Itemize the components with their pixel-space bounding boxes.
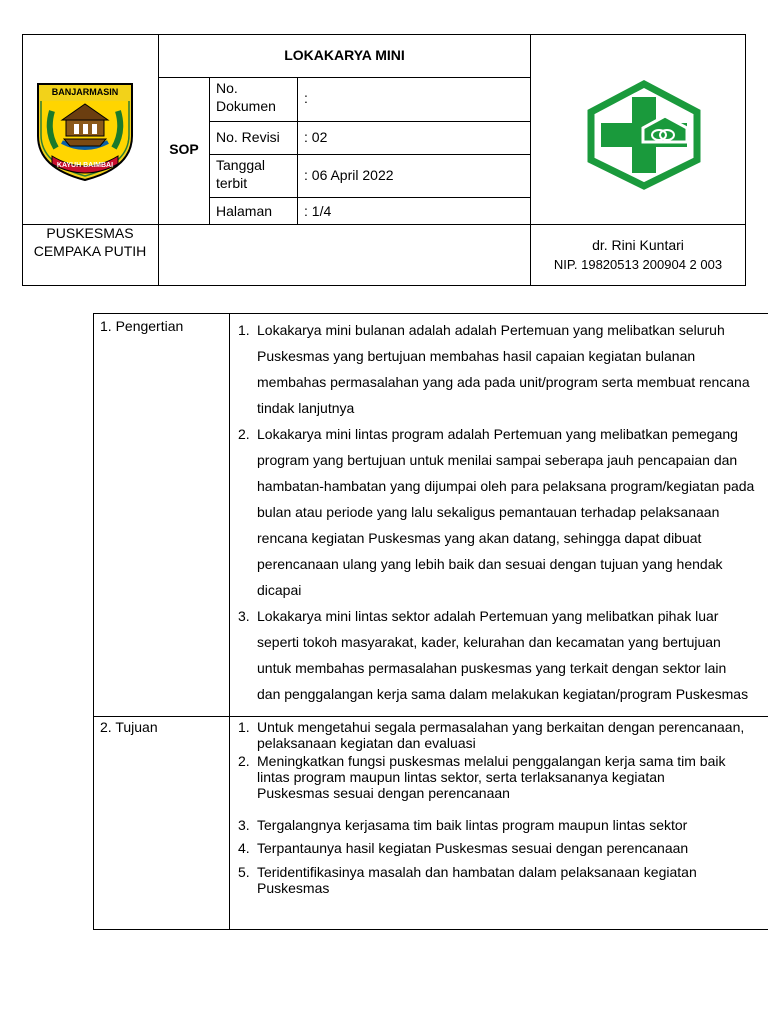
text-line: membahas permasalahan yang ada pada unit/program serta membuat rencana xyxy=(257,374,750,390)
signer-name: dr. Rini Kuntari xyxy=(592,237,684,253)
item-number: 1. xyxy=(238,719,250,735)
item-number: 2. xyxy=(238,753,250,769)
item-number: 4. xyxy=(238,840,250,856)
text-line: dan penggalangan kerja sama dalam melakukan kegiatan/program Puskesmas xyxy=(257,686,749,702)
text-line: dicapai xyxy=(257,582,302,598)
text-line: Terpantaunya hasil kegiatan Puskesmas sesuai dengan perencanaan xyxy=(257,840,689,856)
institution-name: PUSKESMAS CEMPAKA PUTIH xyxy=(33,225,147,259)
puskesmas-logo xyxy=(585,80,703,190)
text-line: bulan atau periode yang lalu sekaligus pemantauan terhadap pelaksanaan xyxy=(257,504,720,520)
emblem-top-text: BANJARMASIN xyxy=(51,87,119,97)
issue-date-label: Tanggal terbit xyxy=(216,157,266,191)
text-line: pelaksanaan kegiatan dan evaluasi xyxy=(257,735,476,751)
signer-nip: NIP. 19820513 200904 2 003 xyxy=(553,257,723,272)
page-label: Halaman xyxy=(216,203,273,219)
text-line: seperti tokoh masyarakat, kader, kelurahan dan kecamatan yang bertujuan xyxy=(257,634,721,650)
text-line: lintas program maupun lintas sektor, serta terlaksananya kegiatan xyxy=(257,769,665,785)
doc-number-label: No. Dokumen xyxy=(216,80,276,114)
issue-date-value: : 06 April 2022 xyxy=(304,167,394,183)
text-line: Puskesmas yang bertujuan membahas hasil capaian kegiatan bulanan xyxy=(257,348,696,364)
document-title: LOKAKARYA MINI xyxy=(284,47,405,63)
revision-label: No. Revisi xyxy=(216,129,280,145)
text-line: tindak lanjutnya xyxy=(257,400,355,416)
text-line: Teridentifikasinya masalah dan hambatan dalam pelaksanaan kegiatan xyxy=(257,864,697,880)
item-number: 2. xyxy=(238,426,250,442)
text-line: Puskesmas xyxy=(257,880,330,896)
text-line: perencanaan ulang yang lebih baik dan sesuai dengan tujuan yang hendak xyxy=(257,556,723,572)
text-line: Lokakarya mini lintas sektor adalah Pertemuan yang melibatkan pihak luar xyxy=(257,608,719,624)
item-number: 3. xyxy=(238,608,250,624)
page-value: : 1/4 xyxy=(304,203,332,219)
section-label-pengertian: 1. Pengertian xyxy=(100,318,184,334)
text-line: Lokakarya mini bulanan adalah adalah Pertemuan yang melibatkan seluruh xyxy=(257,322,725,338)
item-number: 3. xyxy=(238,817,250,833)
text-line: Lokakarya mini lintas program adalah Pertemuan yang melibatkan pemegang xyxy=(257,426,738,442)
section-label-tujuan: 2. Tujuan xyxy=(100,719,158,735)
item-number: 5. xyxy=(238,864,250,880)
emblem-bottom-text: KAYUH BAIMBAI xyxy=(56,162,114,169)
text-line: Puskesmas sesuai dengan perencanaan xyxy=(257,785,510,801)
text-line: hambatan-hambatan yang dijumpai oleh para pelaksana program/kegiatan pada xyxy=(257,478,755,494)
text-line: Untuk mengetahui segala permasalahan yang berkaitan dengan perencanaan, xyxy=(257,719,745,735)
text-line: untuk membahas permasalahan puskesmas yang terkait dengan sektor lain xyxy=(257,660,727,676)
content-clip xyxy=(230,313,768,930)
sop-label: SOP xyxy=(169,141,199,157)
doc-number-value: : xyxy=(304,90,308,106)
text-line: rencana kegiatan Puskesmas yang akan datang, sehingga dapat dibuat xyxy=(257,530,702,546)
text-line: program yang bertujuan untuk menilai sampai seberapa jauh pencapaian dan xyxy=(257,452,738,468)
item-number: 1. xyxy=(238,322,250,338)
text-line: Tergalangnya kerjasama tim baik lintas program maupun lintas sektor xyxy=(257,817,688,833)
text-line: Meningkatkan fungsi puskesmas melalui penggalangan kerja sama tim baik xyxy=(257,753,726,769)
revision-value: : 02 xyxy=(304,129,328,145)
